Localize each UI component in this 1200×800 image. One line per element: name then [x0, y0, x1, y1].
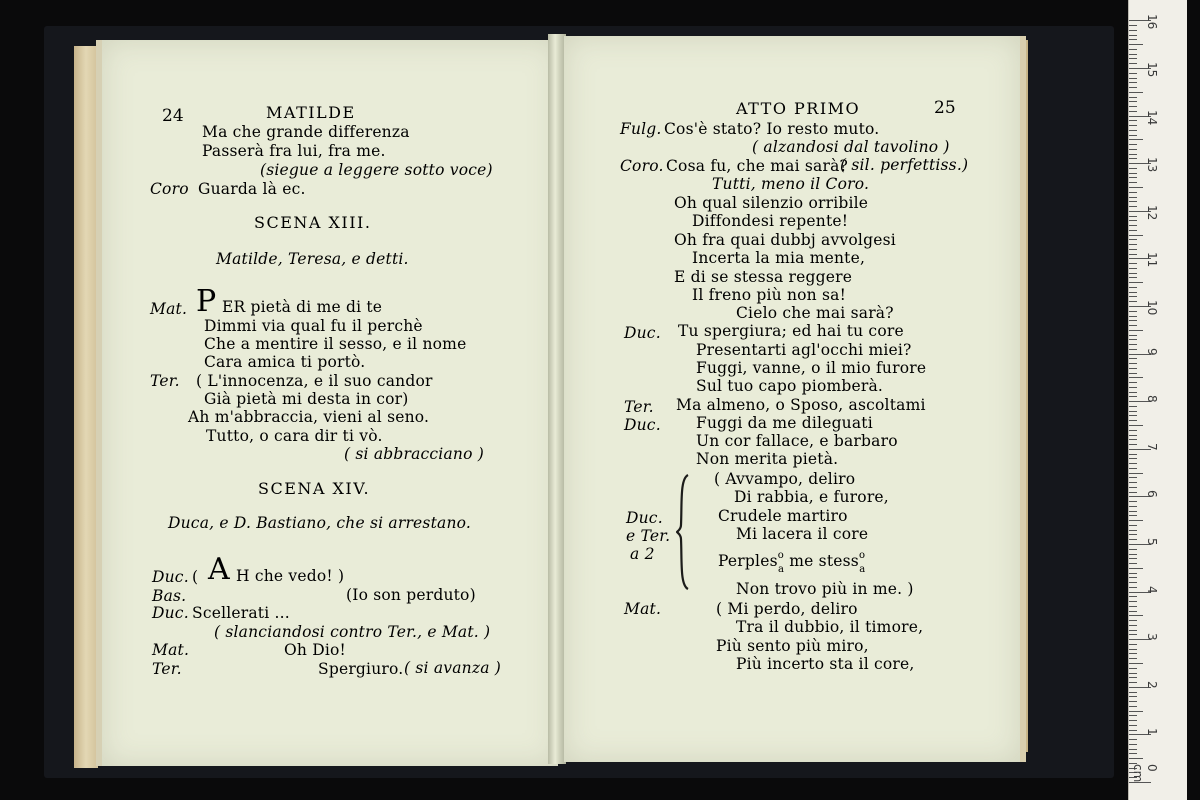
verse-line: Più incerto sta il core,	[736, 655, 915, 673]
ruler-tick	[1129, 192, 1137, 193]
measuring-ruler	[1128, 0, 1187, 800]
speaker-label: Coro	[150, 180, 189, 198]
ruler-unit-label: 0 cm	[1131, 764, 1159, 783]
stage-direction: ( sil. perfettiss.)	[840, 156, 969, 174]
ruler-tick	[1129, 744, 1137, 745]
verse-line: ( L'innocenza, e il suo candor	[196, 372, 433, 390]
duet-brace	[676, 473, 690, 591]
ruler-tick	[1129, 563, 1137, 564]
ruler-tick	[1129, 39, 1137, 40]
ruler-tick	[1129, 97, 1137, 98]
ruler-tick	[1129, 49, 1137, 50]
page-edge-left	[74, 46, 98, 768]
stage-direction: (siegue a leggere sotto voce)	[260, 161, 493, 179]
ruler-tick	[1129, 730, 1137, 731]
ruler-tick	[1129, 473, 1143, 474]
ruler-tick	[1129, 468, 1137, 469]
ruler-tick	[1129, 558, 1137, 559]
ruler-tick	[1129, 373, 1137, 374]
ruler-tick	[1129, 44, 1143, 45]
ruler-tick	[1129, 606, 1137, 607]
ruler-tick	[1129, 182, 1137, 183]
verse-line: Tra il dubbio, il timore,	[736, 618, 924, 636]
ruler-tick	[1129, 87, 1137, 88]
scene-cast: Duca, e D. Bastiano, che si arrestano.	[168, 514, 472, 532]
verse-line: Dimmi via qual fu il perchè	[204, 317, 423, 335]
speaker-label: Duc.	[152, 604, 189, 622]
ruler-tick	[1129, 135, 1137, 136]
verse-line: Crudele martiro	[718, 507, 848, 525]
left-page-number: 24	[162, 106, 184, 126]
ruler-tick	[1129, 368, 1137, 369]
ruler-tick	[1129, 534, 1137, 535]
ruler-tick	[1129, 296, 1137, 297]
ruler-tick	[1129, 197, 1137, 198]
verse-line: Oh qual silenzio orribile	[674, 194, 869, 212]
verse-line: Scellerati ...	[192, 604, 290, 622]
verse-line: Diffondesi repente!	[692, 212, 849, 230]
ruler-tick	[1129, 611, 1137, 612]
ruler-tick	[1129, 649, 1137, 650]
speaker-label: Mat.	[624, 600, 662, 618]
ruler-tick	[1129, 554, 1137, 555]
ruler-number: 15	[1145, 62, 1159, 78]
stage-direction: ( slanciandosi contro Ter., e Mat. )	[214, 623, 491, 641]
scene-cast: Matilde, Teresa, e detti.	[216, 250, 409, 268]
verse-line: Tutto, o cara dir ti vò.	[206, 427, 383, 445]
ruler-tick	[1129, 711, 1143, 712]
ruler-tick	[1129, 201, 1137, 202]
ruler-number: 2	[1145, 680, 1159, 689]
ruler-tick	[1129, 444, 1137, 445]
ruler-tick	[1129, 358, 1137, 359]
ruler-tick	[1129, 506, 1137, 507]
ruler-tick	[1129, 101, 1137, 102]
verse-line: Il freno più non sa!	[692, 286, 847, 304]
ruler-tick	[1129, 573, 1137, 574]
ruler-tick	[1129, 339, 1137, 340]
speaker-label: Coro.	[620, 157, 664, 175]
ruler-tick	[1129, 316, 1137, 317]
speaker-label: a 2	[630, 545, 655, 563]
ruler-tick	[1129, 520, 1143, 521]
verse-line: ER pietà di me di te	[222, 298, 383, 316]
ruler-tick	[1129, 587, 1137, 588]
speaker-label: Bas.	[152, 587, 187, 605]
ruler-tick	[1129, 501, 1137, 502]
ruler-tick	[1129, 435, 1137, 436]
ruler-tick	[1129, 515, 1137, 516]
ruler-tick	[1129, 173, 1137, 174]
speaker-label: Duc.	[624, 324, 661, 342]
verse-line: Guarda là ec.	[198, 180, 306, 198]
verse-line: Fuggi da me dileguati	[696, 414, 873, 432]
verse-line: Presentarti agl'occhi miei?	[696, 341, 912, 359]
ruler-tick	[1129, 216, 1137, 217]
ruler-tick	[1129, 254, 1137, 255]
verse-line: Ma almeno, o Sposo, ascoltami	[676, 396, 926, 414]
ruler-tick	[1129, 382, 1137, 383]
ruler-tick	[1129, 477, 1137, 478]
ruler-tick	[1129, 63, 1137, 64]
ruler-tick	[1129, 58, 1137, 59]
verse-line: Più sento più miro,	[716, 637, 869, 655]
speaker-label: Duc.	[624, 416, 661, 434]
ruler-tick	[1129, 630, 1137, 631]
ruler-tick	[1129, 73, 1137, 74]
ruler-number: 3	[1145, 633, 1159, 641]
ruler-number: 5	[1145, 538, 1159, 546]
ruler-tick	[1129, 392, 1137, 393]
ruler-tick	[1129, 292, 1137, 293]
verse-line: Fuggi, vanne, o il mio furore	[696, 359, 927, 377]
ruler-number: 14	[1145, 109, 1159, 125]
ruler-tick	[1129, 692, 1137, 693]
ruler-tick	[1129, 187, 1143, 188]
ruler-tick	[1129, 615, 1143, 616]
ruler-tick	[1129, 335, 1137, 336]
left-running-head: MATILDE	[266, 103, 356, 122]
right-page-number: 25	[934, 98, 956, 118]
ruler-tick	[1129, 301, 1137, 302]
ruler-tick	[1129, 749, 1137, 750]
ruler-tick	[1129, 673, 1137, 674]
verse-line: Di rabbia, e furore,	[734, 488, 889, 506]
ruler-number: 7	[1145, 442, 1159, 451]
verse-line: Spergiuro.	[318, 660, 404, 678]
verse-line: Che a mentire il sesso, e il nome	[204, 335, 467, 353]
ruler-tick	[1129, 668, 1137, 669]
scene-title: SCENA XIII.	[254, 213, 372, 232]
ruler-tick	[1129, 35, 1137, 36]
stage-direction: ( si abbracciano )	[344, 445, 484, 463]
ruler-tick	[1129, 677, 1137, 678]
ruler-tick	[1129, 325, 1137, 326]
ruler-tick	[1129, 177, 1137, 178]
ruler-tick	[1129, 377, 1143, 378]
ruler-tick	[1129, 634, 1137, 635]
verse-line: Mi lacera il core	[736, 525, 869, 543]
ruler-tick	[1129, 420, 1137, 421]
ruler-number: 9	[1145, 347, 1159, 356]
ruler-tick	[1129, 530, 1137, 531]
ruler-tick	[1129, 463, 1137, 464]
verse-line: Cara amica ti portò.	[204, 353, 366, 371]
ruler-tick	[1129, 653, 1137, 654]
verse-line: Non trovo più in me. )	[736, 580, 914, 598]
verse-line: (	[192, 568, 199, 586]
verse-line: Perples$^o_a$ me stess$^o_a$	[718, 550, 866, 575]
ruler-tick	[1129, 30, 1137, 31]
ruler-tick	[1129, 220, 1137, 221]
ruler-tick	[1129, 511, 1137, 512]
ruler-tick	[1129, 425, 1143, 426]
speaker-label: Duc.	[152, 568, 189, 586]
ruler-tick	[1129, 263, 1137, 264]
ruler-tick	[1129, 282, 1143, 283]
ruler-tick	[1129, 273, 1137, 274]
stage-direction: Tutti, meno il Coro.	[712, 175, 870, 193]
verse-line: Incerta la mia mente,	[692, 249, 866, 267]
ruler-tick	[1129, 239, 1137, 240]
verse-line: (Io son perduto)	[346, 586, 476, 604]
ruler-tick	[1129, 168, 1137, 169]
speaker-label: Ter.	[150, 372, 180, 390]
verse-line: Non merita pietà.	[696, 450, 839, 468]
ruler-tick	[1129, 158, 1137, 159]
verse-line: Passerà fra lui, fra me.	[202, 142, 386, 160]
ruler-number: 1	[1145, 728, 1159, 737]
ruler-tick	[1129, 349, 1137, 350]
ruler-tick	[1129, 725, 1137, 726]
ruler-tick	[1129, 620, 1137, 621]
ruler-number: 10	[1145, 300, 1159, 316]
speaker-label: Mat.	[152, 641, 190, 659]
ruler-tick	[1129, 758, 1143, 759]
verse-line: H che vedo! )	[236, 567, 345, 585]
ruler-tick	[1129, 54, 1137, 55]
ruler-tick	[1129, 582, 1137, 583]
verse-line: Oh fra quai dubbj avvolgesi	[674, 231, 896, 249]
ruler-tick	[1129, 149, 1137, 150]
verse-line: ( Mi perdo, deliro	[716, 600, 858, 618]
ruler-tick	[1129, 287, 1137, 288]
ruler-tick	[1129, 644, 1137, 645]
ruler-tick	[1129, 549, 1137, 550]
speaker-label: Fulg.	[620, 120, 662, 138]
ruler-tick	[1129, 311, 1137, 312]
ruler-tick	[1129, 154, 1137, 155]
ruler-tick	[1129, 539, 1137, 540]
ruler-tick	[1129, 106, 1137, 107]
verse-line: Cosa fu, che mai sarà?	[666, 157, 849, 175]
ruler-tick	[1129, 230, 1137, 231]
ruler-tick	[1129, 415, 1137, 416]
ruler-tick	[1129, 720, 1137, 721]
ruler-tick	[1129, 78, 1137, 79]
ruler-tick	[1129, 492, 1137, 493]
ruler-tick	[1129, 25, 1137, 26]
ruler-tick	[1129, 235, 1143, 236]
verse-line: Ma che grande differenza	[202, 123, 410, 141]
ruler-tick	[1129, 568, 1143, 569]
stage-direction: ( si avanza )	[404, 659, 502, 677]
ruler-number: 12	[1145, 204, 1159, 221]
ruler-number: 4	[1145, 585, 1159, 594]
ruler-tick	[1129, 363, 1137, 364]
ruler-tick	[1129, 739, 1137, 740]
ruler-tick	[1129, 387, 1137, 388]
ruler-tick	[1129, 430, 1137, 431]
ruler-tick	[1129, 596, 1137, 597]
ruler-tick	[1129, 139, 1143, 140]
ruler-tick	[1129, 753, 1137, 754]
ruler-tick	[1129, 601, 1137, 602]
ruler-tick	[1129, 625, 1137, 626]
stage-direction: ( alzandosi dal tavolino )	[752, 138, 950, 156]
ruler-tick	[1129, 487, 1137, 488]
ruler-tick	[1129, 706, 1137, 707]
ruler-tick	[1129, 577, 1137, 578]
verse-line: Un cor fallace, e barbaro	[696, 432, 898, 450]
ruler-tick	[1129, 330, 1143, 331]
ruler-tick	[1129, 111, 1137, 112]
speaker-label: Mat.	[150, 300, 188, 318]
ruler-tick	[1129, 206, 1137, 207]
drop-cap: A	[208, 552, 230, 587]
ruler-tick	[1129, 244, 1137, 245]
ruler-tick	[1129, 92, 1143, 93]
ruler-number: 16	[1145, 14, 1159, 30]
speaker-label: Ter.	[624, 398, 654, 416]
ruler-tick	[1129, 458, 1137, 459]
ruler-tick	[1129, 249, 1137, 250]
ruler-tick	[1129, 277, 1137, 278]
ruler-tick	[1129, 715, 1137, 716]
verse-line: Tu spergiura; ed hai tu core	[678, 322, 904, 340]
ruler-tick	[1129, 658, 1137, 659]
ruler-tick	[1129, 120, 1137, 121]
ruler-number: 6	[1145, 490, 1159, 499]
ruler-tick	[1129, 396, 1137, 397]
verse-line: E di se stessa reggere	[674, 268, 853, 286]
verse-line: Ah m'abbraccia, vieni al seno.	[188, 408, 430, 426]
ruler-number: 8	[1145, 395, 1159, 403]
ruler-tick	[1129, 454, 1137, 455]
ruler-tick	[1129, 696, 1137, 697]
verse-line: Cielo che mai sarà?	[736, 304, 894, 322]
ruler-tick	[1129, 125, 1137, 126]
ruler-tick	[1129, 482, 1137, 483]
ruler-tick	[1129, 663, 1143, 664]
speaker-label: e Ter.	[626, 527, 671, 545]
ruler-number: 11	[1145, 252, 1159, 268]
ruler-tick	[1129, 406, 1137, 407]
ruler-tick	[1129, 320, 1137, 321]
drop-cap: P	[196, 284, 217, 319]
ruler-tick	[1129, 82, 1137, 83]
ruler-tick	[1129, 130, 1137, 131]
ruler-tick	[1129, 682, 1137, 683]
ruler-tick	[1129, 344, 1137, 345]
ruler-tick	[1129, 411, 1137, 412]
verse-line: Cos'è stato? Io resto muto.	[664, 120, 880, 138]
right-running-head: ATTO PRIMO	[736, 99, 861, 118]
speaker-label: Ter.	[152, 660, 182, 678]
scene-title: SCENA XIV.	[258, 479, 371, 498]
ruler-tick	[1129, 268, 1137, 269]
verse-line: Oh Dio!	[284, 641, 346, 659]
verse-line: Già pietà mi desta in cor)	[204, 390, 409, 408]
ruler-tick	[1129, 144, 1137, 145]
ruler-tick	[1129, 439, 1137, 440]
ruler-tick	[1129, 525, 1137, 526]
speaker-label: Duc.	[626, 509, 663, 527]
ruler-tick	[1129, 225, 1137, 226]
verse-line: ( Avvampo, deliro	[714, 470, 856, 488]
verse-line: Sul tuo capo piomberà.	[696, 377, 884, 395]
ruler-number: 13	[1145, 157, 1159, 173]
ruler-tick	[1129, 701, 1137, 702]
